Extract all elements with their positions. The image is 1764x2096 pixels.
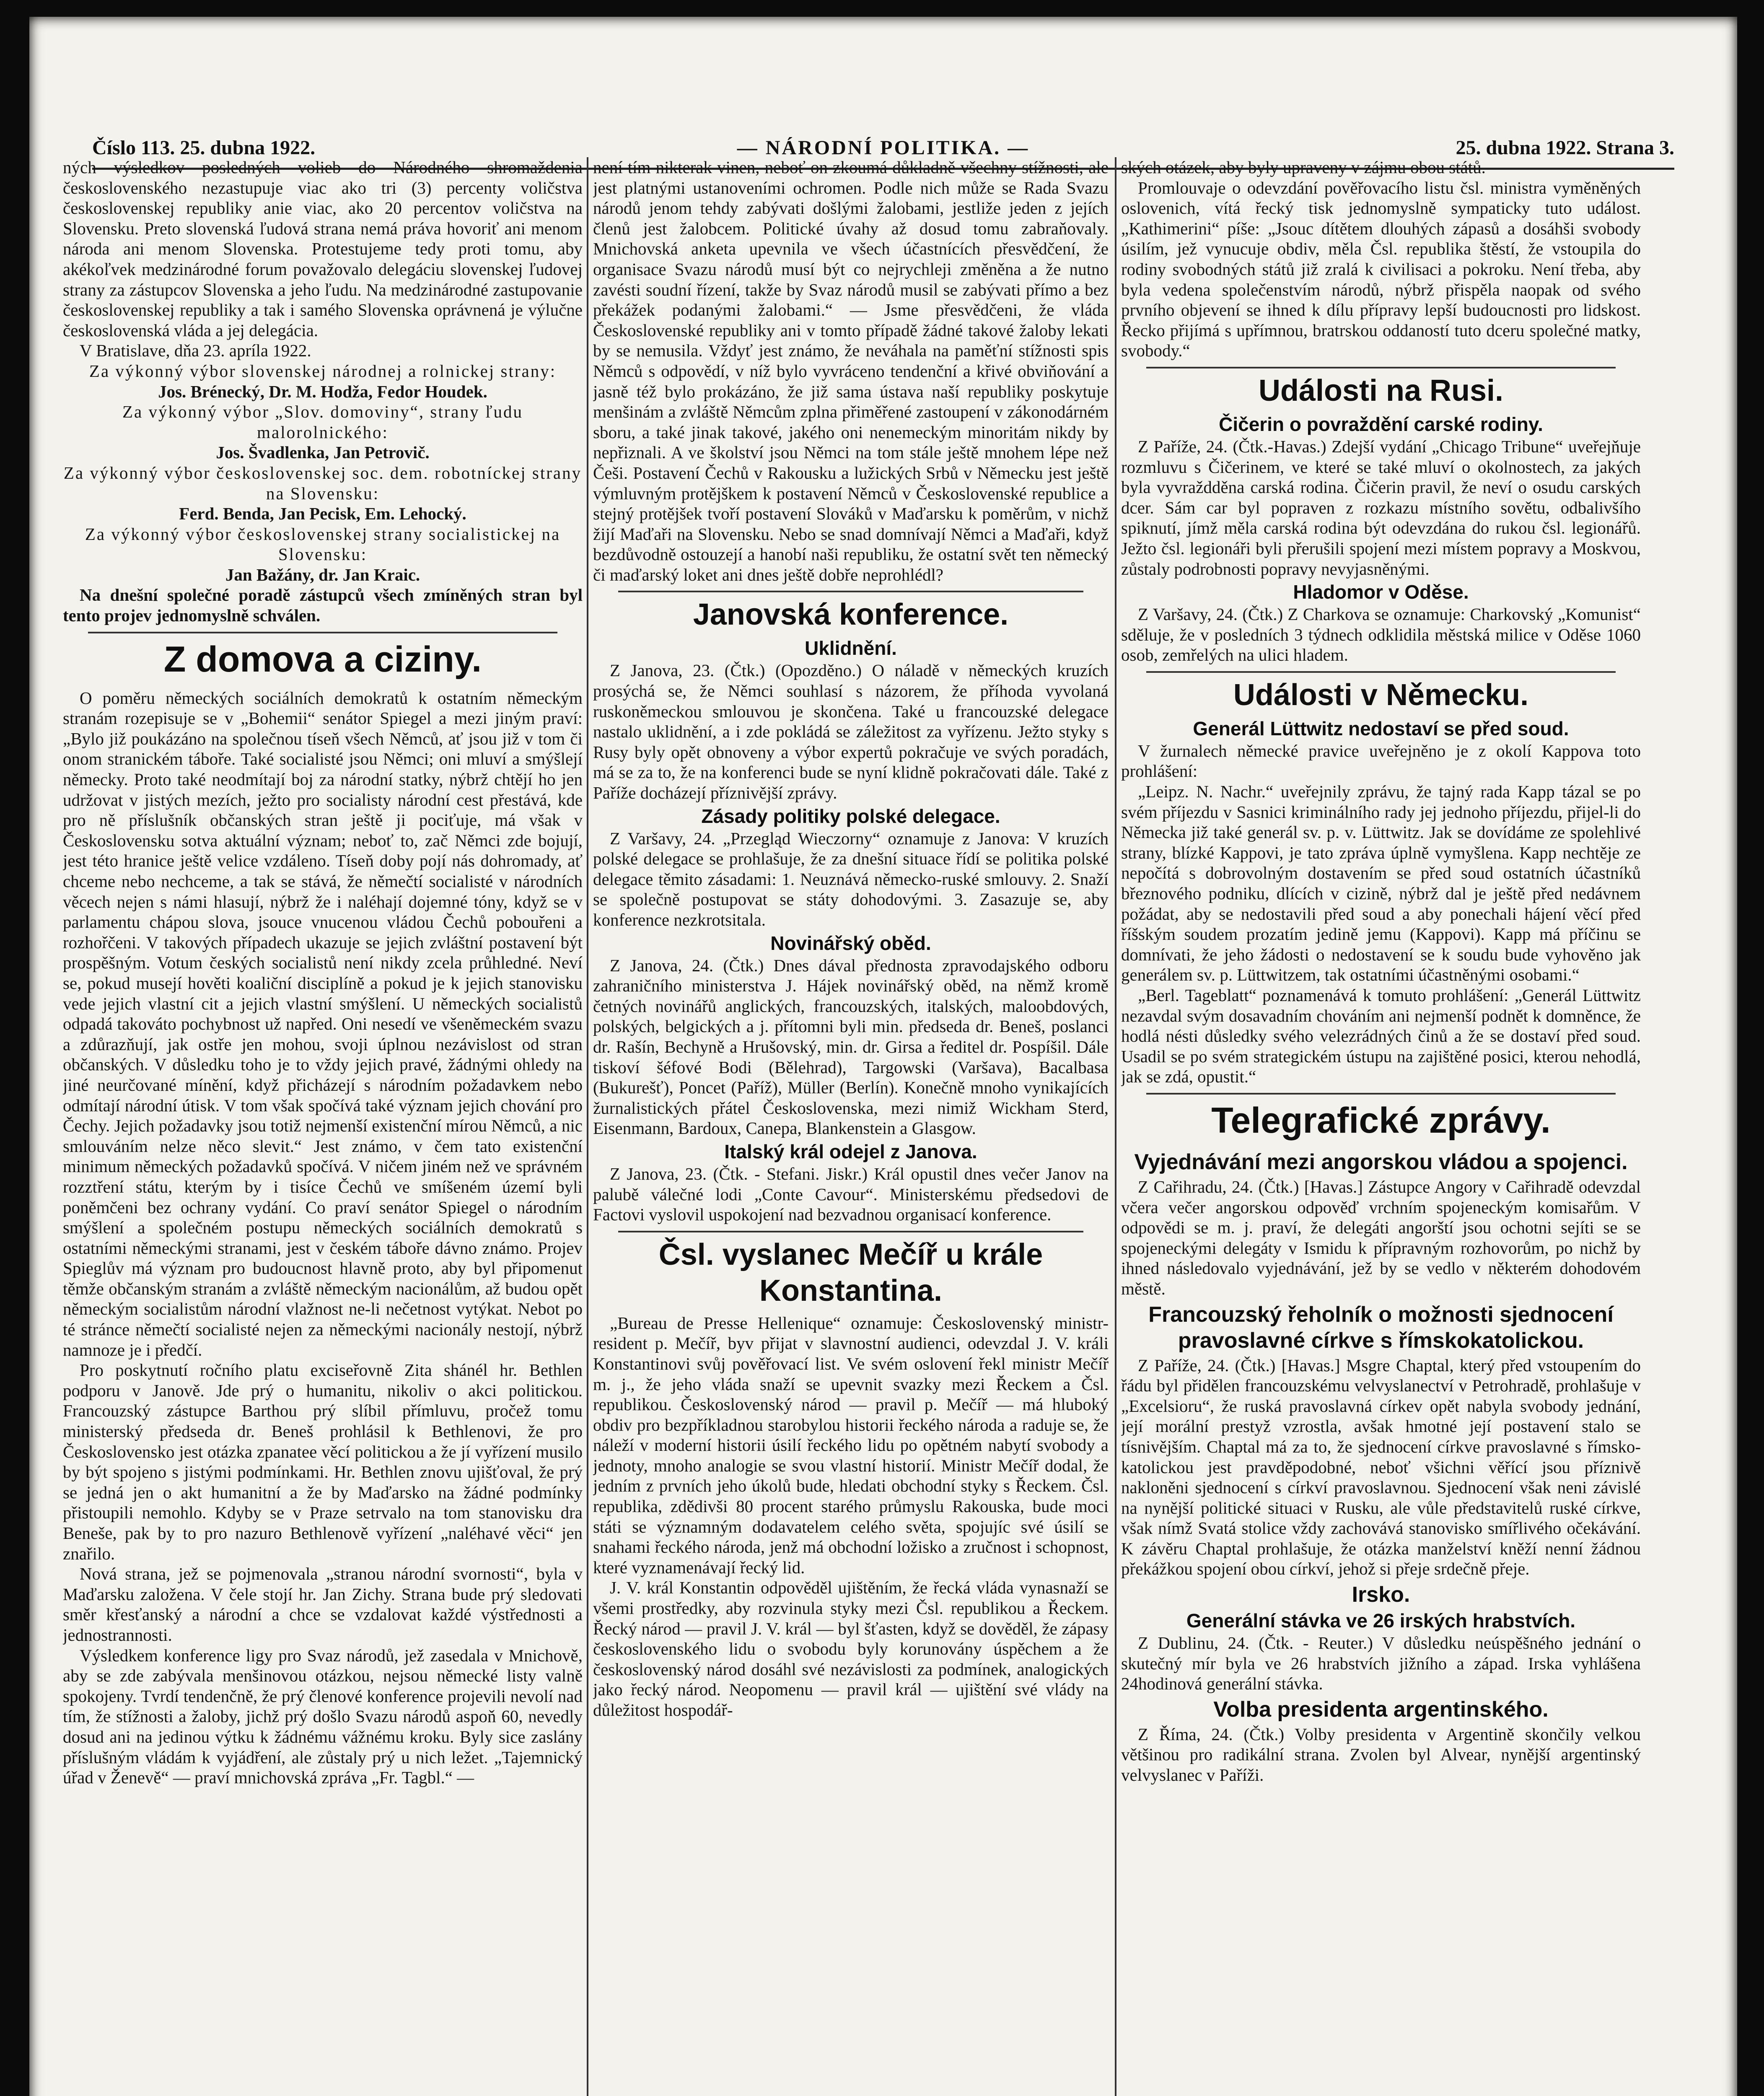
column-3: [1121, 157, 1641, 2096]
divider: [1146, 367, 1616, 368]
section-heading: Události na Rusi.: [1258, 374, 1504, 407]
article-text: „Bureau de Presse Hellenique“ oznamuje: Československý ministr-resident p. Mečíř, byv přijat v slavnostní audienci, odevzdal J. V. králi Konstantinovi svůj pověřovací list. Ve svém oslovení řekl ministr Mečíř m. j., že jeho vláda snaží se upevnit svazky mezi Řeckem a Čsl. republikou. Československý národ — pravil p. Mečíř — má hluboký obdiv pro bezpříkladnou starobylou historii řeckého národa a raduje se, že náleží v moderní historii úsilí řeckého lidu po opětném nabytí svobody a jednoty, mnoho analogie se svou vlastní historií. Ministr Mečíř dodal, že jedním z prvních jeho úkolů bude, hledati obchodní styky s Řeckem. Čsl. republika, zdědivši 80 procent starého průmyslu Rakouska, bude moci státi se významným dodavatelem celého světa, spojujíc své úsilí se snahami řeckého národa, jenž má obchodní ložisko a zručnost i schopnost, které vyznamenávají řecký lid.: [593, 1313, 1109, 1577]
column-rule: [1115, 157, 1116, 2096]
subheading: Francouzský řeholník o možnosti sjednocení pravoslavné církve s římskokatolickou.: [1148, 1302, 1614, 1353]
article-text: Z Janova, 23. (Čtk.) (Opozděno.) O náladě v německých kruzích prosýchá se, že Němci souhlasí s názorem, že příhoda vyvolaná ruskoněmeckou smlouvou je skončena. Také u francouzské delegace nastalo uklidnění, a i zde pokládá se záležitost za vyřízenu. Ježto styky s Rusy byly opět obnoveny a výbor expertů pokračuje ve svých poradách, má se za to, že na konferenci bude se nyní klidně pokračovati dále. Také z Paříže docházejí příznivější zprávy.: [593, 661, 1109, 803]
subheading: Generál Lüttwitz nedostaví se před soud.: [1193, 717, 1569, 739]
article-text: V Bratislave, dňa 23. apríla 1922.: [80, 341, 311, 361]
signature-heading: Za výkonný výbor „Slov. domoviny“, strany ľudu malorolnického:: [122, 402, 523, 442]
subheading: Vyjednávání mezi angorskou vládou a spojenci.: [1134, 1149, 1628, 1174]
article-text: „Berl. Tageblatt“ poznamenává k tomuto prohlášení: „Generál Lüttwitz nezavdal svým dosavadním chováním ani nejmenší podnět k domněnce, že hodlá nésti důsledky svého velezrádných činů a že se dostaví před soud. Usadil se po svém strategickém ústupu na zajištěné posici, kterou nehodlá, jak se zdá, opustit.“: [1121, 986, 1641, 1087]
subheading: Volba presidenta argentinského.: [1213, 1697, 1549, 1722]
signature-heading: Za výkonný výbor československej strany socialistickej na Slovensku:: [85, 524, 561, 564]
column-1: [63, 157, 583, 2096]
divider: [618, 1231, 1083, 1232]
article-text: Z Janova, 24. (Čtk.) Dnes dával přednosta zpravodajského odboru zahraničního ministerstva J. Hájek novinářský oběd, na němž kromě četných novinářů anglických, francouzských, italských, maloobdových, polských, belgických a j. přítomni byli min. předseda dr. Beneš, poslanci dr. Rašín, Bechyně a Hrušovský, min. dr. Girsa a ředitel dr. Pospíšil. Dále tiskoví šéfové Bodi (Bělehrad), Targowski (Varšava), Bacalbasa (Bukurešť), Poncet (Paříž), Müller (Berlín). Konečně mnoho vynikajících žurnalistických přátel Československa, mezi nimiž Wickham Sterd, Eisenmann, Bardoux, Canepa, Blankenstein a Glasgow.: [593, 955, 1109, 1138]
page-number: 25. dubna 1922. Strana 3.: [1456, 137, 1674, 159]
section-heading: Telegrafické zprávy.: [1211, 1100, 1551, 1141]
signature-names: Jos. Brénecký, Dr. M. Hodža, Fedor Houdek.: [158, 381, 487, 401]
section-heading: Čsl. vyslanec Mečíř u krále Konstantina.: [658, 1237, 1043, 1307]
subheading: Uklidnění.: [805, 637, 897, 659]
article-text: V žurnalech německé pravice uveřejněno je z okolí Kappova toto prohlášení:: [1121, 741, 1641, 781]
divider: [1146, 671, 1616, 673]
column-rule: [587, 157, 588, 2096]
signature-heading: Za výkonný výbor československej soc. dem. robotníckej strany na Slovensku:: [63, 463, 582, 503]
subheading: Generální stávka ve 26 irských hrabstvích.: [1186, 1610, 1576, 1632]
article-text: ných výsledkov posledných volieb do Národného shromaždenia československého nezastupuje viac ako tri (3) percenty voličstva československej republiky anie viac, ako 20 percentov voličstva na Slovensku. Preto slovenská ľudová strana nemá práva hovoriť ani menom národa ani menom Slovenska. Protestujeme tedy proti tomu, aby akékoľvek medzinárodné forum považovalo delegáciu slovenskej ľudovej strany za zástupcov Slovenska a jeho ľudu. Na medzinárodné zastupovanie československej republiky a tak i samého Slovenska oprávnená je výlučne československá vláda a jej delegácia.: [63, 158, 583, 340]
article-text: O poměru německých sociálních demokratů k ostatním německým stranám rozepisuje se v „Bohemii“ senátor Spiegel a mezi jiným praví: „Bylo již poukázáno na společnou tíseň všech Němců, ať jsou již v tom či onom stranickém táboře. Také socialisté jsou Němci; oni mluví a smýšlejí německy. Proto také neodmítají boj za národní statky, nýbrž chtějí ho jen udržovat v jistých mezích, ježto pro socialisty národní cest přestává, kde pro ně příslušník občanských stran ještě ji pociťuje, má však v Československu sotva aktuální význam; neboť to, zač Němci zde bojují, jest této hranice ještě velice vzdáleno. Tíseň doby pojí nás dohromady, ať chceme nebo nechceme, a tak se stává, že němečtí socialisté v národních věcech nejen s námi hlasují, nýbrž že i naléhají dojemné tóny, když se v parlamentu chápou slova, jsouce vnucenou vládou Čechů pobouřeni a rozhořčeni. V takových případech ukazuje se jejich zvláštní postavení být prospěšným. Votum českých socialistů není nikdy zcela průhledné. Neví se, pokud musejí hověti koaliční disciplíně a pokud je k jejich stanovisku vede jejich vlastní cit a jejich vlastní smýšlení. U německých socialistů odpadá takováto pochybnost už napřed. Oni nesedí ve všeněmeckém svazu a zdůrazňují, jak ostře jen mohou, svoji úplnou nezávislost od stran občanských. V důsledku toho je to vždy jejich pravé, žádnými ohledy na jiné neurčované mínění, když přicházejí s národním požadavkem nebo odmítají národní útisk. V tom však spočívá také význam jejich chování pro Čechy. Jejich požadavky jsou totiž nejmenší existenční mírou Němců, a nic smlouváním nelze něco slevit.“ Jest známo, v čem tato existenční minimum německých požadavků spočívá. V ničem jiném než ve správném rozztření státu, kterým by i tisíce Čechů ve smíšeném území byli poněmčeni bez ochrany vydání. Co praví senátor Spiegel o národním smýšlení a společném postupu německých sociálních demokratů s ostatními německými stranami, jest v českém táboře dávno známo. Projev Spieglův má význam pro budoucnost hlavně proto, aby byl připomenut těmže občanským stranám a zvláště německým nacionálům, až budou opět německým socialistům národní vlažnost ne-li nečetnost vytýkat. Nebot po té stránce němečtí socialisté nejen za německými nacionály nestojí, nýbrž namnoze je i předčí.: [63, 688, 583, 1359]
article-text: Pro poskytnutí ročního platu exciseřovně Zita shánél hr. Bethlen podporu v Janově. Jde prý o humanitu, nikoliv o akci politickou. Francouzský zástupce Barthou prý slíbil přímluvu, pročež tomu ministerský předseda dr. Beneš prohlásil k Bethlenovi, že pro Československo jest otázka zpanatee věcí politickou a že jí vyřízení musilo by být spojeno s jistými podmínkami. Hr. Bethlen znovu ujišťoval, že prý se jedná jen o akt humanitní a že by Maďarsko na žádné podmínky přistoupili nemohlo. Kdyby se v Praze setrvalo na tom stanovisku dra Beneše, pak by to pro nazuro Bethlenově vyřízení „naléhavé věci“ jen znařilo.: [63, 1360, 583, 1563]
article-text: Z Janova, 23. (Čtk. - Stefani. Jiskr.) Král opustil dnes večer Janov na palubě válečné lodi „Conte Cavour“. Ministerskému předsedovi de Factovi vyslovil uspokojení nad bezvadnou organisací konference.: [593, 1164, 1109, 1224]
article-text: Z Paříže, 24. (Čtk.) [Havas.] Msgre Chaptal, který před vstoupením do řádu byl přidělen francouzskému velvyslanectví v Petrohradě, prohlašuje v „Excelsioru“, že ruská pravoslavná církev opět nabyla svobody jednání, její morální prestyž vzrostla, avšak hmotné její postavení stalo se tísnivějším. Chaptal má za to, že sjednocení církve pravoslavné s římsko-katolickou jest pravděpodobné, neboť všichni věřící jsou příznivě nakloněni sjednocení s církví pravoslavnou. Sjednocení však neni závislé na nynější politické situaci v Rusku, ale vůle představitelů ruské církve, však nímž Svatá stolice vždy zachovává stanovisko smířlivého očekávání. K závěru Chaptal prohlašuje, že otázka manželství kněží nenní žádnou překážkou spojení obou církví, jehož si přeje srdečně přeje.: [1121, 1355, 1641, 1579]
issue-number: Číslo 113. 25. dubna 1922.: [92, 137, 316, 159]
article-text: Z Varšavy, 24. „Przegląd Wieczorny“ oznamuje z Janova: V kruzích polské delegace se prohlašuje, že za dnešní situace řídí se politika polské delegace těmito zásadami: 1. Neuznává německo-ruské smlouvy. 2. Snaží se společně postupovat se státy dohodovými. 3. Zasazuje se, aby konference nezkrotsitala.: [593, 828, 1109, 929]
subheading: Novinářský oběd.: [770, 932, 931, 954]
article-text: Z Varšavy, 24. (Čtk.) Z Charkova se oznamuje: Charkovský „Komunist“ sděluje, že v posledních 3 týdnech odklidila městská milice v Oděse 1060 osob, zemřelých na ulici hladem.: [1121, 604, 1641, 665]
section-heading: Z domova a ciziny.: [163, 639, 482, 680]
subheading: Irsko.: [1352, 1582, 1410, 1607]
divider: [618, 591, 1083, 592]
subheading: Italský král odejel z Janova.: [724, 1140, 977, 1162]
column-2: [593, 157, 1109, 2096]
article-text: není tím nikterak vinen, neboť on zkoumá důkladně všechny stížnosti, ale jest platnými ustanoveními ochromen. Podle nich může se Rada Svazu národů jenom tehdy zabývati došlými žalobami, jestliže jeden z jejích členů jest žalobcem. Politické úvahy až dosud tomu zabraňovaly. Mnichovská anketa upevnila ve všech účastnících přesvědčení, že organisace Svazu národů musí být co nejrychleji změněna a že nutno zavésti soudní řízení, takže by Svaz národů musil se zabývati přímo a bez překážek podanými žalobami.“ — Jsme přesvědčeni, že vláda Československé republiky ani v tomto případě žádné takové žaloby lekati by se nemusila. Vždyť jest známo, že neváhala na paměťní stížnosti spis Němců s odpovědí, v níž bylo vyvráceno tendenční a křivé obviňování a jasně též bylo prokázáno, že již sama ústava naší republiky poskytuje menšinám a zvláště Němcům zplna přiměřené zastoupení v zákonodárném sboru, a také jinak takové, jakého oni nenemeckým minoritám nikdy by nepřiznali. A ve školství jsou Němci na tom stále ještě mnohem lépe než Češi. Postavení Čechů v Rakousku a lužických Srbů v Německu jest ještě výmluvným protějškem k postavení Němců v Československé republice a stejný protějšek tvoří postavení Slováků v Maďarsku k poměrům, v nichž žijí Maďaři na Slovensku. Nebo se snad domnívají Němci a Maďaři, když bezdůvodně ostouzejí a hanobí naši republiku, že ostatní svět ten německý či maďarský loket ani dnes ještě dobře neprohlédl?: [593, 158, 1109, 584]
signature-heading: Za výkonný výbor slovenskej národnej a rolnickej strany:: [89, 361, 557, 381]
section-heading: Události v Německu.: [1233, 678, 1529, 712]
article-text: Promlouvaje o odevzdání pověřovacího listu čsl. ministra vyměněných oslovenich, vítá řecký tisk jednomyslně sympaticky tuto událost. „Kathimerini“ píše: „Jsouc dítětem dlouhých zápasů a dosáhši svobody úsilím, jež vynucuje obdiv, měla Čsl. republika štěstí, že vstoupila do rodiny svobodných států již zralá k civilisaci a pokroku. Není třeba, aby byla vedena společenstvím národů, nýbrž přispěla naopak od svého prvního objevení se ihned k dílu přípravy lepší budoucnosti pro lidskost. Řecko přijímá s upřímnou, bratrskou oddaností tuto dceru společné matky, svobody.“: [1121, 178, 1641, 361]
article-text: Z Říma, 24. (Čtk.) Volby presidenta v Argentině skončily velkou většinou pro radikální strana. Zvolen byl Alvear, nynější argentinský velvyslanec v Paříži.: [1121, 1724, 1641, 1785]
article-text: Z Cařihradu, 24. (Čtk.) [Havas.] Zástupce Angory v Cařihradě odevzdal včera večer angorskou odpověď vrchním spojeneckým komisařům. V odpovědi se m. j. praví, že delegáti angorští jsou ochotni sejíti se se spojeneckými delegáty v Ismidu k přípravným rozhovorům, po nichž by ihned následovalo vyjednávání, jež by se vedlo v některém dohodovém městě.: [1121, 1177, 1641, 1298]
article-text: Z Paříže, 24. (Čtk.-Havas.) Zdejší vydání „Chicago Tribune“ uveřejňuje rozmluvu s Čičerinem, ve které se také mluví o okolnostech, za jakých byla vyvraždděna carská rodina. Čičerin pravil, že neví o osudu carských dcer. Sám car byl popraven z rozkazu místního sovětu, odbalivšího spiknutí, jímž měla carská rodina být odevzdána do rukou čsl. legionářů. Ježto čsl. legionáři byli přerušili spojení mezi místem popravy a Moskvou, zůstaly podrobnosti popravy nevyjasněnými.: [1121, 436, 1641, 578]
subheading: Zásady politiky polské delegace.: [701, 805, 1000, 827]
divider: [1146, 1093, 1616, 1095]
signature-names: Jos. Švadlenka, Jan Petrovič.: [216, 443, 430, 462]
article-text: Na dnešní společné poradě zástupců všech zmíněných stran byl tento projev jednomyslně schválen.: [63, 585, 583, 625]
masthead: — NÁRODNÍ POLITIKA. —: [737, 137, 1030, 159]
signature-names: Ferd. Benda, Jan Pecisk, Em. Lehocký.: [179, 504, 466, 524]
subheading: Čičerin o povraždění carské rodiny.: [1219, 413, 1543, 435]
section-heading: Janovská konference.: [693, 598, 1009, 632]
article-text: Nová strana, jež se pojmenovala „stranou národní svornosti“, byla v Maďarsku založena. V čele stojí hr. Jan Zichy. Strana bude prý sledovati směr křesťanský a národní a chce se vzdalovat každé výstřednosti a jednostrannosti.: [63, 1564, 583, 1645]
article-text: ských otázek, aby byly upraveny v zájmu obou států.: [1121, 158, 1486, 177]
divider: [88, 632, 557, 633]
article-text: J. V. král Konstantin odpověděl ujištěním, že řecká vláda vynasnaží se všemi prostředky, aby rozvinula styky mezi Čsl. republikou a Řeckem. Řecký národ — pravil J. V. král — byl šťasten, když se dověděl, že zápasy československého lidu o svobodu byly korunovány úspěchem a že československý národ dosáhl své nezávislosti za podmínek, analogických jako řecký národ. Neopomenu — pravil král — ujištění své vlády na důležitost hospodář-: [593, 1578, 1109, 1720]
article-text: Výsledkem konference ligy pro Svaz národů, jež zasedala v Mnichově, aby se zde zabývala menšinovou otázkou, nejsou německé listy valně spokojeny. Tvrdí tendenčně, že prý členové konference projevili nevolí nad tím, že stížnosti a žaloby, jichž prý došlo Svazu národů aspoň 60, nevedly dosud ani na jedinou výtku k žádnému vážnému kroku. Byly sice zaslány příslušným vládám k vyjádření, ale zůstaly prý u nich ležet. „Tajemnický úřad v Ženevě“ — praví mnichovská zpráva „Fr. Tagbl.“ —: [63, 1645, 583, 1787]
article-text: „Leipz. N. Nachr.“ uveřejnily zprávu, že tajný rada Kapp tázal se po svém příjezdu v Sasnici kriminálního rady jej jednoho příjezdu, přijel-li do Německa již také generál sv. p. v. Lüttwitz. Jak se dovídáme ze spolehlivé strany, blízké Kappovi, je tato zpráva úplně vymyšlena. Kapp nechtěje ze nepočítá s dobrovolným dostavením se před soud ostatních účastníků březnového podniku, dlících v cizině, nýbrž dal je ještě před nedávnem požádat, aby se nedostavili před soud a aby ponechali hájení věcí před říšským soudem prozatím jedině jemu (Kappovi). Kapp má příčinu se domnívati, že jeho žádosti o nedostavení se k soudu bude vyhověno jak generálem sv. p. Lüttwitzem, tak ostatními účastněnými osobami.“: [1121, 782, 1641, 985]
article-text: Z Dublinu, 24. (Čtk. - Reuter.) V důsledku neúspěšného jednání o skutečný mír byla ve 26 hrabstvích jižního a západ. Irska vyhlášena 24hodinová generální stávka.: [1121, 1633, 1641, 1694]
signature-names: Jan Bažány, dr. Jan Kraic.: [225, 565, 420, 584]
subheading: Hladomor v Oděse.: [1293, 581, 1469, 603]
